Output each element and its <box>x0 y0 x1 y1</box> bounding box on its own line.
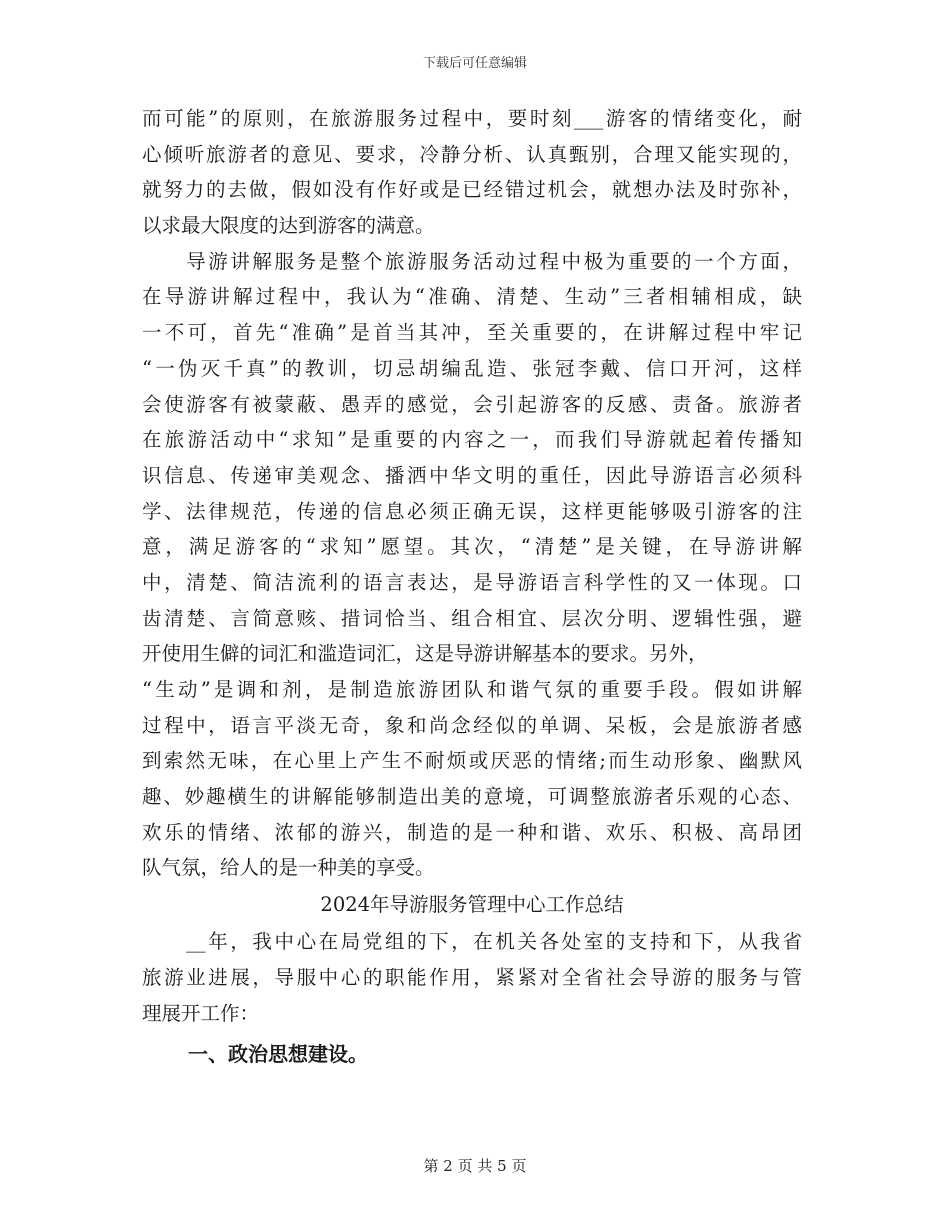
text-line: 齿清楚、言简意赅、措词恰当、组合相宜、层次分明、逻辑性强，避 <box>142 606 802 630</box>
text-line: 过程中，语言平淡无奇，象和尚念经似的单调、呆板，会是旅游者感 <box>142 713 802 737</box>
page-header: 下载后可任意编辑 <box>422 56 527 71</box>
text-line: 就努力的去做，假如没有作好或是已经错过机会，就想办法及时弥补， <box>142 178 802 202</box>
text-line: 一不可，首先“准确”是首当其冲，至关重要的，在讲解过程中牢记 <box>142 321 802 345</box>
text-line: 会使游客有被蒙蔽、愚弄的感觉，会引起游客的反感、责备。旅游者 <box>142 392 802 416</box>
subsection-heading: 一、政治思想建设。 <box>188 1042 368 1067</box>
text-line: 到索然无味，在心里上产生不耐烦或厌恶的情绪;而生动形象、幽默风 <box>142 749 802 773</box>
text-line: 以求最大限度的达到游客的满意。 <box>142 214 435 238</box>
text-line: 识信息、传递审美观念、播洒中华文明的重任，因此导游语言必须科 <box>142 463 802 487</box>
paragraph-guide-explanation <box>142 244 802 886</box>
text-line: 中，清楚、简洁流利的语言表达，是导游语言科学性的又一体现。口 <box>142 570 802 594</box>
page-footer: 第 2 页 共 5 页 <box>423 1157 527 1175</box>
text-line: “一伪灭千真”的教训，切忌胡编乱造、张冠李戴、信口开河，这样 <box>142 356 802 380</box>
text-line: 旅游业进展，导服中心的职能作用，紧紧对全省社会导游的服务与管 <box>142 965 802 989</box>
text-line: 导游讲解服务是整个旅游服务活动过程中极为重要的一个方面， <box>142 249 802 273</box>
text-line: 开使用生僻的词汇和滥造词汇，这是导游讲解基本的要求。另外， <box>142 642 708 666</box>
text-line: 队气氛，给人的是一种美的享受。 <box>142 856 435 880</box>
text-line: 心倾听旅游者的意见、要求，冷静分析、认真甄别，合理又能实现的， <box>142 142 802 166</box>
text-line: 学、法律规范，传递的信息必须正确无误，这样更能够吸引游客的注 <box>142 499 802 523</box>
section-title: 2024年导游服务管理中心工作总结 <box>320 893 624 917</box>
paragraph-intro <box>142 924 802 1031</box>
text-line: 趣、妙趣横生的讲解能够制造出美的意境，可调整旅游者乐观的心态、 <box>142 785 802 809</box>
text-line: 而可能”的原则，在旅游服务过程中，要时刻___游客的情绪变化，耐 <box>142 107 802 130</box>
text-line: __年，我中心在局党组的下，在机关各处室的支持和下，从我省 <box>142 930 802 954</box>
text-line: 欢乐的情绪、浓郁的游兴，制造的是一种和谐、欢乐、积极、高昂团 <box>142 820 802 844</box>
text-line: 理展开工作： <box>142 1001 260 1025</box>
text-line: 在导游讲解过程中，我认为“准确、清楚、生动”三者相辅相成，缺 <box>142 285 802 309</box>
paragraph-service-principle <box>142 101 802 244</box>
document-body <box>142 101 802 1077</box>
text-line: 在旅游活动中“求知”是重要的内容之一，而我们导游就起着传播知 <box>142 428 802 452</box>
text-line: “生动”是调和剂，是制造旅游团队和谐气氛的重要手段。假如讲解 <box>142 678 802 701</box>
text-line: 意，满足游客的“求知”愿望。其次，“清楚”是关键，在导游讲解 <box>142 535 802 559</box>
